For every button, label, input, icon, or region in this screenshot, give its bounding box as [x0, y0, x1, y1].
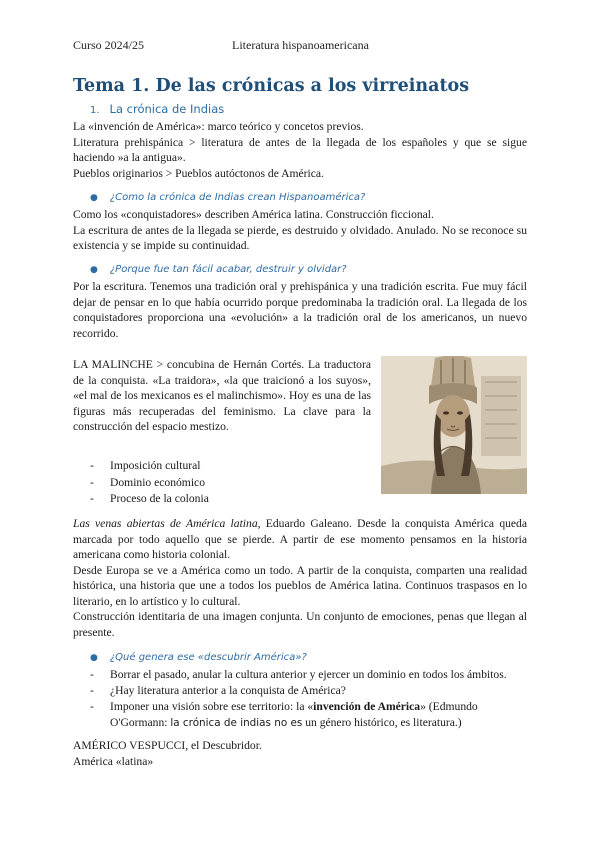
header-subject: Literatura hispanoamericana: [232, 38, 369, 52]
bullet-icon: ●: [90, 193, 98, 203]
galeano-paragraph-2: Desde Europa se ve a América como un todo. A partir de la conquista, comparten una realidad histórica, una historia que une a todos los pueblos de América latina. Continuos traspasos en lo literario, en lo artístico y lo cultural.: [73, 563, 527, 608]
malinche-portrait-image: [381, 356, 527, 494]
footer-line-2: América «latina»: [73, 754, 154, 768]
impact-list: [90, 458, 209, 508]
item3-bold: invención de América: [313, 700, 421, 713]
question-2-text: ¿Porque fue tan fácil acabar, destruir y olvidar?: [109, 264, 347, 275]
galeano-lead-rest: , Eduardo Galeano. Desde la conquista América queda marcada por todo aquello que se pierde. A partir de ese momento pensamos en la historia americana como historia colonial.: [73, 517, 527, 561]
q2-block: [73, 279, 527, 341]
galeano-block: [73, 516, 527, 640]
question-1-text: ¿Como la crónica de Indias crean Hispanoamérica?: [109, 192, 366, 203]
intro-line-1: La «invención de América»: marco teórico y concetos previos.: [73, 120, 364, 133]
intro-block: [73, 119, 527, 181]
section-heading-1: [90, 102, 224, 116]
question-1: [90, 192, 365, 203]
item3-post: » (Edmundo: [420, 700, 478, 713]
intro-line-3: Pueblos originarios > Pueblos autóctonos de América.: [73, 166, 324, 180]
galeano-paragraph-3: Construcción identitaria de una imagen conjunta. Un conjunto de emociones, penas que llegan al presente.: [73, 610, 527, 639]
question-3-text: ¿Qué genera ese «descubrir América»?: [109, 652, 307, 663]
item3-line2a: O'Gormann:: [110, 716, 171, 729]
page-title: Tema 1. De las crónicas a los virreinatos: [73, 76, 470, 96]
question-3: [90, 652, 307, 663]
section-number: 1.: [90, 105, 100, 116]
list-item: [90, 699, 527, 731]
intro-line-2: Literatura prehispánica > literatura de antes de la llegada de los españoles y que se sigue haciendo »a la antigua».: [73, 135, 527, 164]
list-item: - Dominio económico: [90, 475, 209, 492]
list-item: - Imposición cultural: [90, 458, 209, 475]
q2-paragraph: Por la escritura. Tenemos una tradición oral y prehispánica y una tradición escrita. Fue muy fácil dejar de pensar en lo que había ocurrido porque predominaba la tradición oral. La llegada de los conquistadores proporciona una «evolución» a la tradición oral de los americanos, un nuevo recorrido.: [73, 280, 527, 340]
q1-block: [73, 207, 527, 254]
q1-paragraph-1: Como los «conquistadores» describen América latina. Construcción ficcional.: [73, 208, 434, 221]
bullet-icon: ●: [90, 653, 98, 663]
question-2: [90, 264, 347, 275]
header-course: Curso 2024/25: [73, 38, 145, 52]
galeano-paragraph-1: [73, 516, 527, 563]
footer-line-1: AMÉRICO VESPUCCI, el Descubridor.: [73, 739, 262, 752]
list-item: - ¿Hay literatura anterior a la conquista de América?: [90, 683, 527, 699]
bullet-icon: ●: [90, 265, 98, 275]
list-item: - Borrar el pasado, anular la cultura anterior y ejercer un dominio en todos los ámbitos.: [90, 667, 527, 683]
malinche-paragraph: LA MALINCHE > concubina de Hernán Cortés. La traductora de la conquista. «La traidora», «la que traicionó a los suyos», «el mal de los mexicanos es el malinchismo». Hoy es una de las figuras más recuperadas del feminismo. La clave para la construcción del espacio mestizo.: [73, 358, 371, 434]
q3-list: [90, 667, 527, 731]
q1-paragraph-2: La escritura de antes de la llegada se pierde, es destruido y olvidado. Anulado. No se reconoce su existencia y se impide su continuidad.: [73, 223, 527, 252]
footer-block: [73, 738, 527, 769]
book-title: Las venas abiertas de América latina: [73, 517, 258, 530]
item3-pre: Imponer una visión sobre ese territorio: la «: [110, 700, 314, 713]
list-item: - Proceso de la colonia: [90, 491, 209, 508]
section-label: La crónica de Indias: [109, 102, 225, 116]
item3-line2b: la crónica de indias no es: [170, 717, 303, 729]
item3-line2c: un género histórico, es literatura.): [302, 716, 462, 729]
